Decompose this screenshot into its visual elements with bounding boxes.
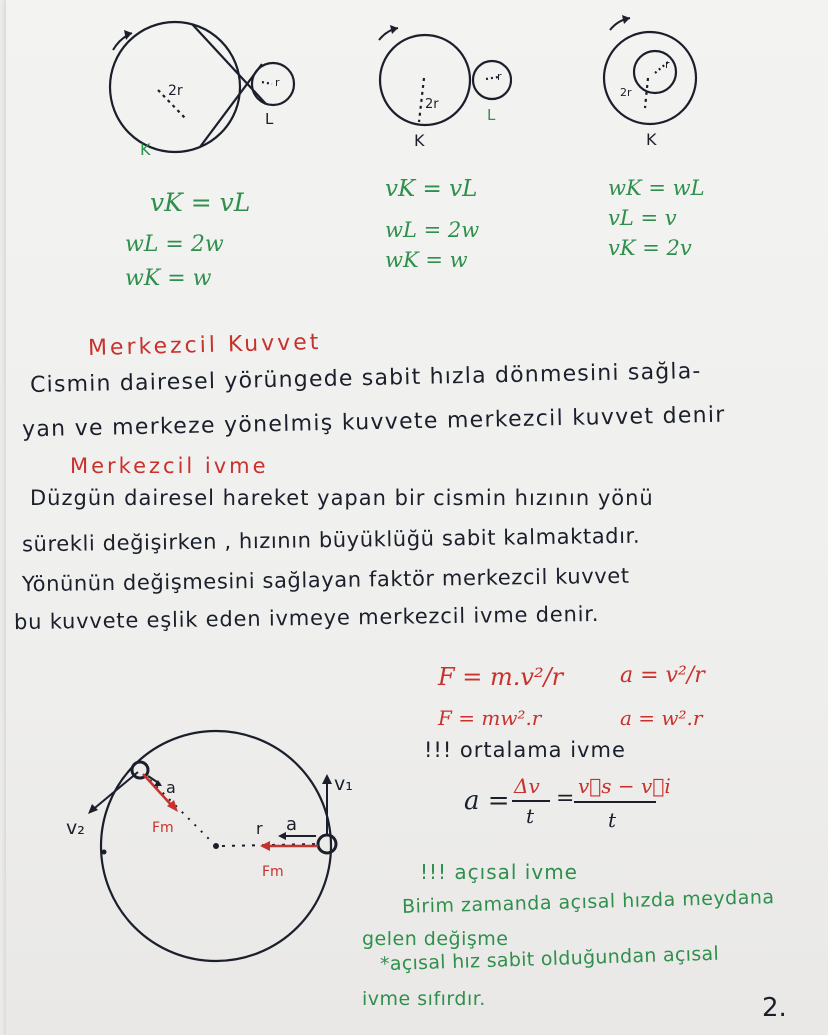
force-line-2: yan ve merkeze yönelmiş kuvvete merkezcil kuvvet denir	[21, 402, 726, 443]
avg-accel-title: !!! ortalama ivme	[424, 738, 626, 762]
d2-small-name: L	[487, 106, 496, 124]
d2-big-radius: 2r	[425, 97, 439, 112]
angular-accel-title: !!! açısal ivme	[420, 860, 578, 884]
avg-formula-num2: v⃗s − v⃗i	[578, 774, 671, 798]
d2-small-radius: r	[497, 70, 502, 83]
page-number: 2.	[762, 993, 787, 1023]
formula-col2-1: vK = vL	[385, 176, 478, 202]
v2-label: v₂	[66, 817, 85, 839]
v1-label: v₁	[334, 773, 353, 795]
d3-small-radius: r	[665, 58, 670, 71]
a-left-label: a	[166, 778, 176, 797]
fm-left-label: Fm	[152, 820, 174, 836]
accel-formula-1: a = v²/r	[620, 663, 705, 688]
accel-formula-2: a = w².r	[620, 706, 703, 730]
formula-col2-3: wK = w	[385, 248, 468, 272]
d3-big-radius: 2r	[620, 86, 632, 99]
force-line-1: Cismin dairesel yörüngede sabit hızla dönmesini sağla-	[29, 358, 702, 399]
angular-line-2: gelen değişme	[362, 928, 509, 950]
accel-line-2: sürekli değişirken , hızının büyüklüğü sabit kalmaktadır.	[21, 523, 641, 557]
heading-merkezcil-ivme: Merkezcil ivme	[70, 454, 269, 478]
d1-small-radius: r	[275, 76, 280, 89]
force-formula-2: F = mw².r	[438, 706, 542, 730]
a-right-label: a	[286, 814, 298, 835]
radius-label: r	[256, 819, 263, 838]
accel-line-3: Yönünün değişmesini sağlayan faktör merkezcil kuvvet	[21, 563, 630, 597]
avg-formula-num1: Δv	[514, 774, 540, 798]
d1-big-name: K	[140, 140, 151, 159]
heading-merkezcil-kuvvet: Merkezcil Kuvvet	[87, 329, 322, 362]
accel-line-1: Düzgün dairesel hareket yapan bir cismin hızının yönü	[30, 486, 654, 510]
formula-col3-1: wK = wL	[608, 176, 705, 200]
avg-formula-lhs: a =	[464, 786, 510, 816]
formula-col1-1: vK = vL	[150, 188, 251, 217]
angular-line-3: *açısal hız sabit olduğundan açısal	[379, 942, 720, 976]
avg-formula-eq: =	[556, 786, 575, 811]
d1-big-radius: 2r	[168, 83, 183, 99]
formula-col3-2: vL = v	[608, 206, 677, 230]
angular-line-1: Birim zamanda açısal hızda meydana	[401, 886, 775, 918]
accel-line-4: bu kuvvete eşlik eden ivmeye merkezcil ivme denir.	[13, 601, 600, 635]
formula-col1-3: wK = w	[125, 266, 212, 291]
angular-line-4: ivme sıfırdır.	[362, 988, 486, 1010]
formula-col1-2: wL = 2w	[125, 232, 224, 257]
d2-big-name: K	[414, 131, 425, 150]
d3-big-name: K	[646, 130, 657, 149]
fm-right-label: Fm	[262, 864, 284, 880]
d1-small-name: L	[265, 110, 274, 128]
formula-col2-2: wL = 2w	[385, 218, 480, 242]
avg-formula-den1: t	[526, 804, 535, 828]
formula-col3-3: vK = 2v	[608, 236, 692, 260]
avg-formula-den2: t	[608, 808, 617, 832]
force-formula-1: F = m.v²/r	[438, 663, 564, 691]
